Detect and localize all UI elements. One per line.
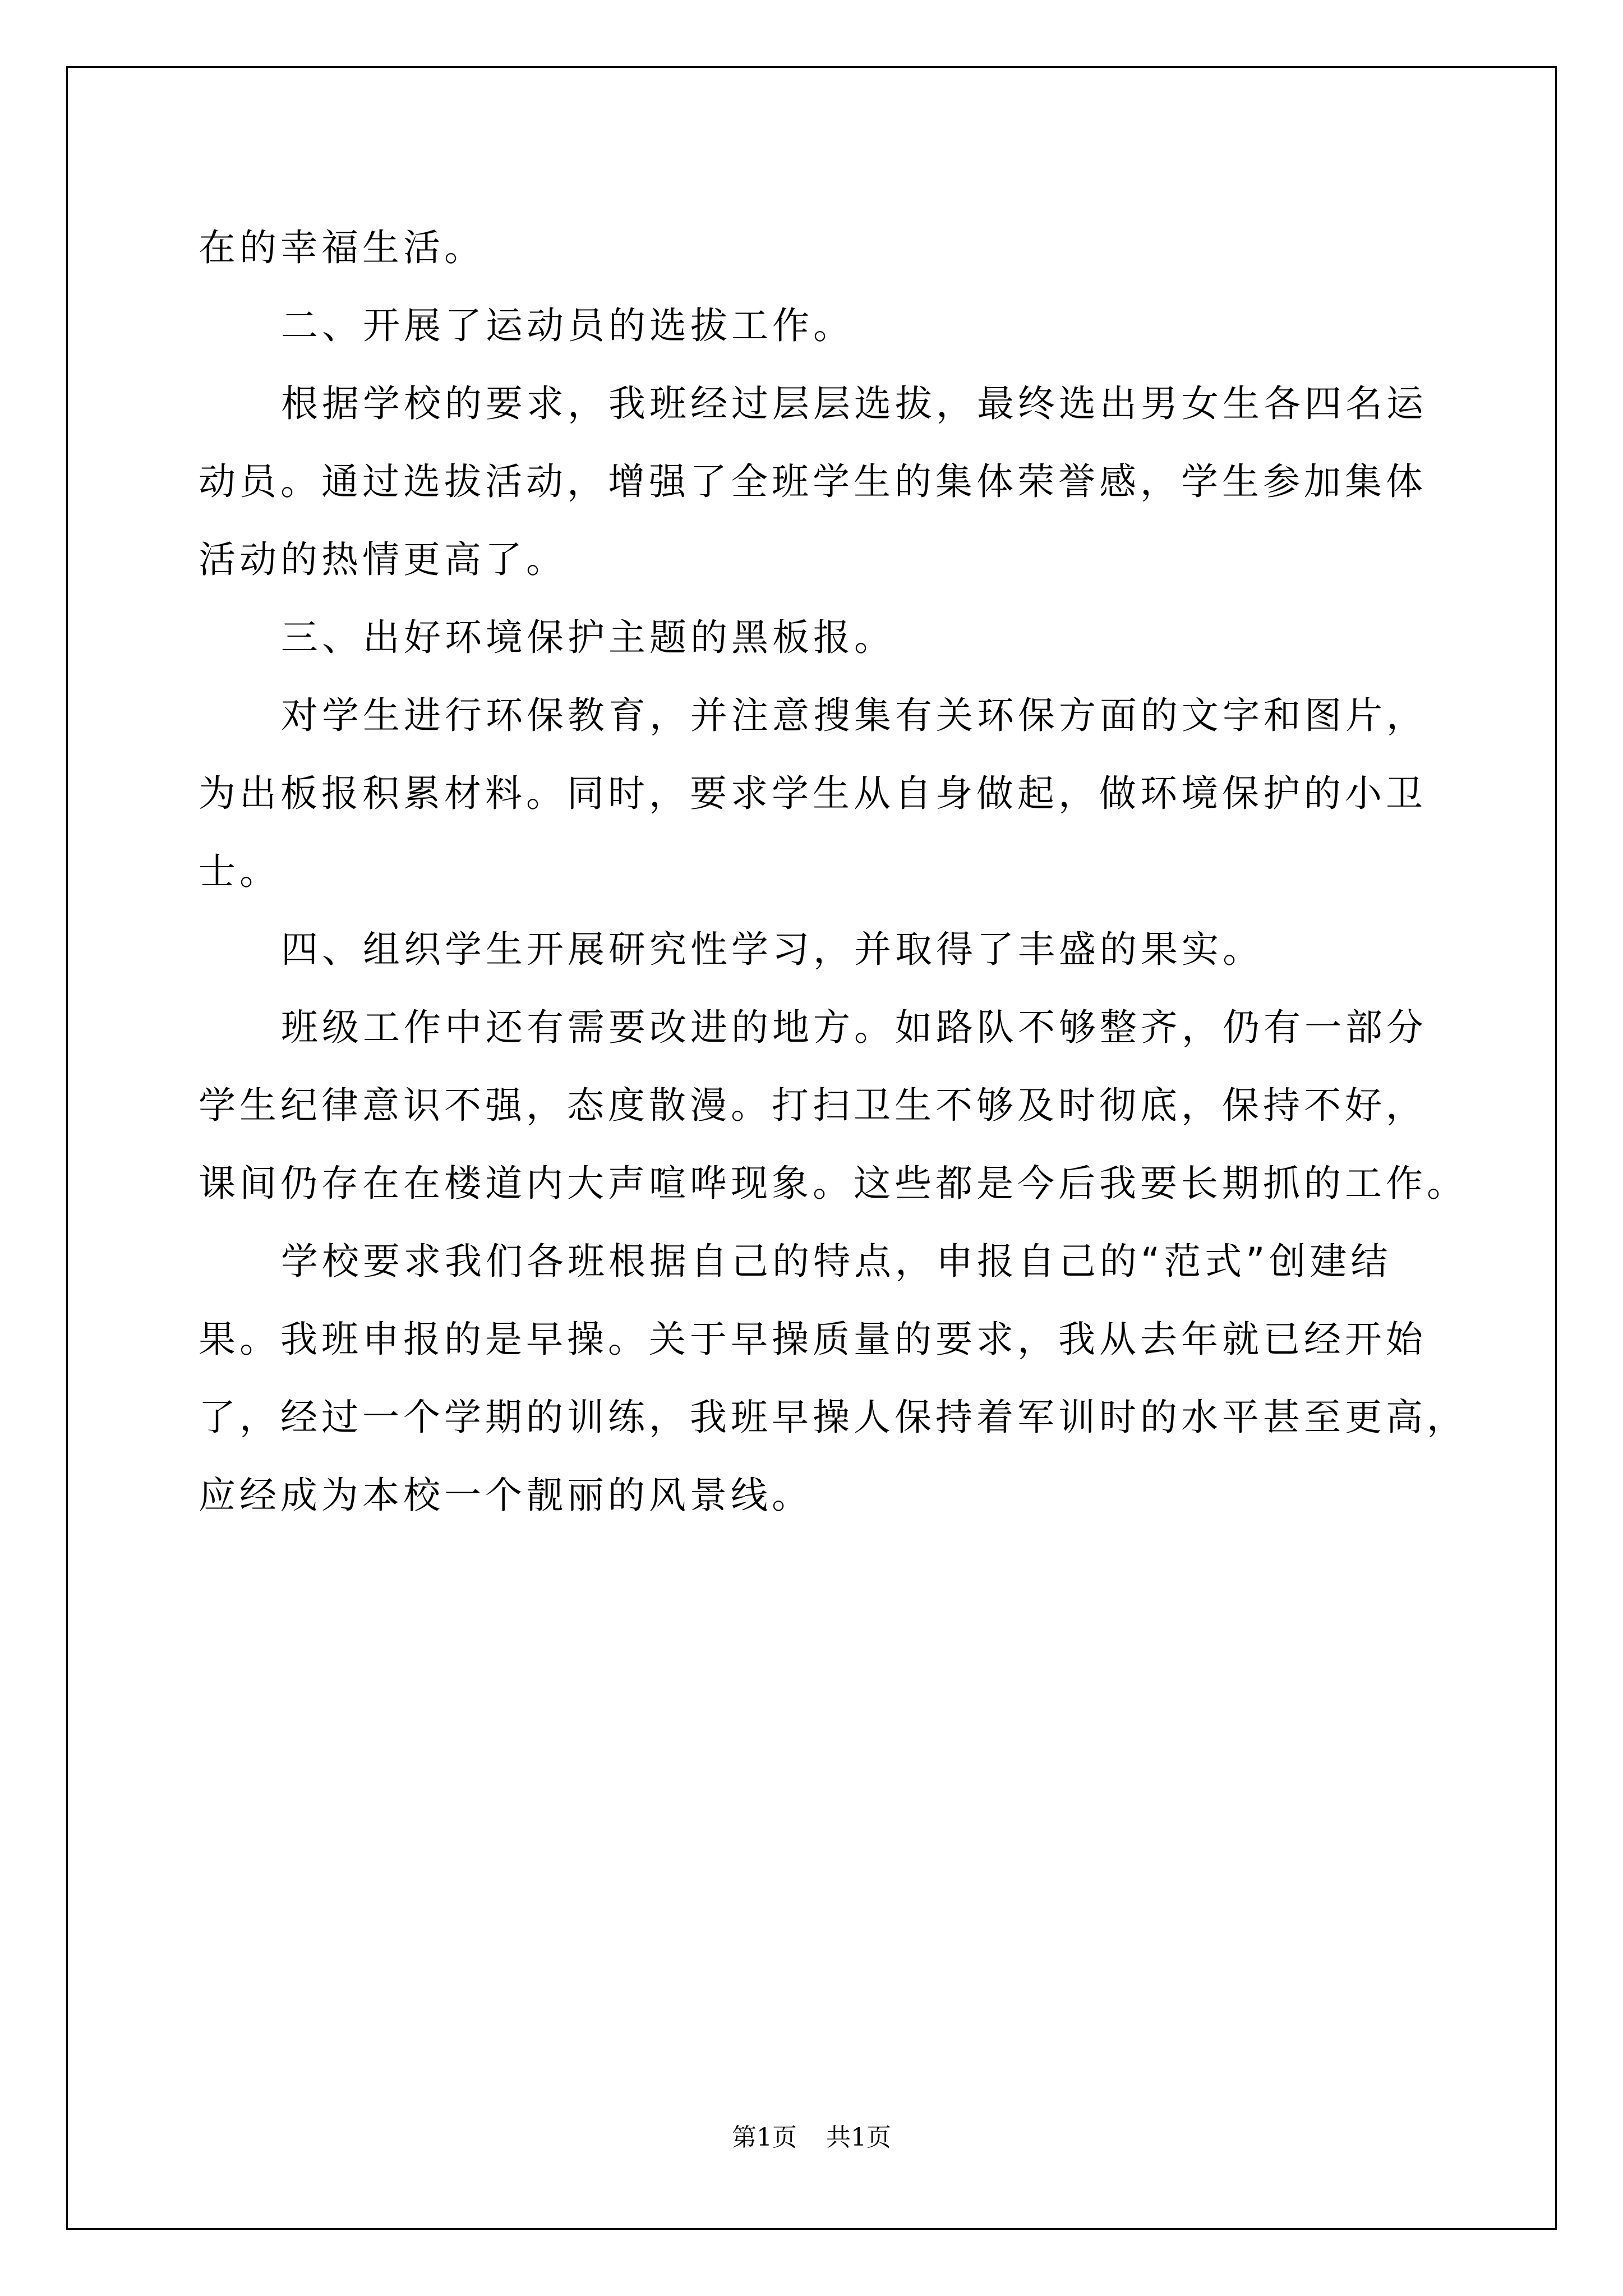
text-line: 三、出好环境保护主题的黑板报。 [281,616,895,659]
paragraph-8 [199,1222,1468,1534]
text-line: 士。 [199,850,280,893]
text-line: 班级工作中还有需要改进的地方。如路队不够整齐，仍有一部分 [281,1006,1427,1049]
page-total: 共1页 [826,2123,891,2152]
text-line: 应经成为本校一个靓丽的风景线。 [199,1474,813,1517]
text-line: 活动的热情更高了。 [199,538,567,581]
text-line: 在的幸福生活。 [199,226,485,269]
paragraph-4-heading [199,599,1432,677]
text-line: 学生纪律意识不强，态度散漫。打扫卫生不够及时彻底，保持不好， [199,1084,1427,1127]
paragraph-6-heading [199,910,1432,988]
text-line: 动员。通过选拔活动，增强了全班学生的集体荣誉感，学生参加集体 [199,460,1427,503]
text-line: 对学生进行环保教育，并注意搜集有关环保方面的文字和图片， [281,694,1427,737]
paragraph-5 [199,677,1432,910]
text-line: 课间仍存在在楼道内大声喧哗现象。这些都是今后我要长期抓的工作。 [199,1162,1468,1205]
text-line: 为出板报积累材料。同时，要求学生从自身做起，做环境保护的小卫 [199,772,1427,815]
paragraph-2-heading [199,287,1432,365]
text-line: 二、开展了运动员的选拔工作。 [281,304,854,347]
document-body [199,209,1468,1534]
paragraph-7 [199,988,1468,1222]
paragraph-1 [199,209,1432,287]
page-footer [0,2121,1623,2155]
text-line: 果。我班申报的是早操。关于早操质量的要求，我从去年就已经开始 [199,1318,1427,1361]
text-line: 根据学校的要求，我班经过层层选拔，最终选出男女生各四名运 [281,382,1427,425]
paragraph-3 [199,365,1432,599]
page-number: 第1页 [732,2123,797,2152]
text-line: 了，经过一个学期的训练，我班早操人保持着军训时的水平甚至更高， [199,1396,1468,1439]
text-line: 学校要求我们各班根据自己的特点，申报自己的“范式”创建结 [281,1240,1392,1283]
text-line: 四、组织学生开展研究性学习，并取得了丰盛的果实。 [281,928,1264,971]
